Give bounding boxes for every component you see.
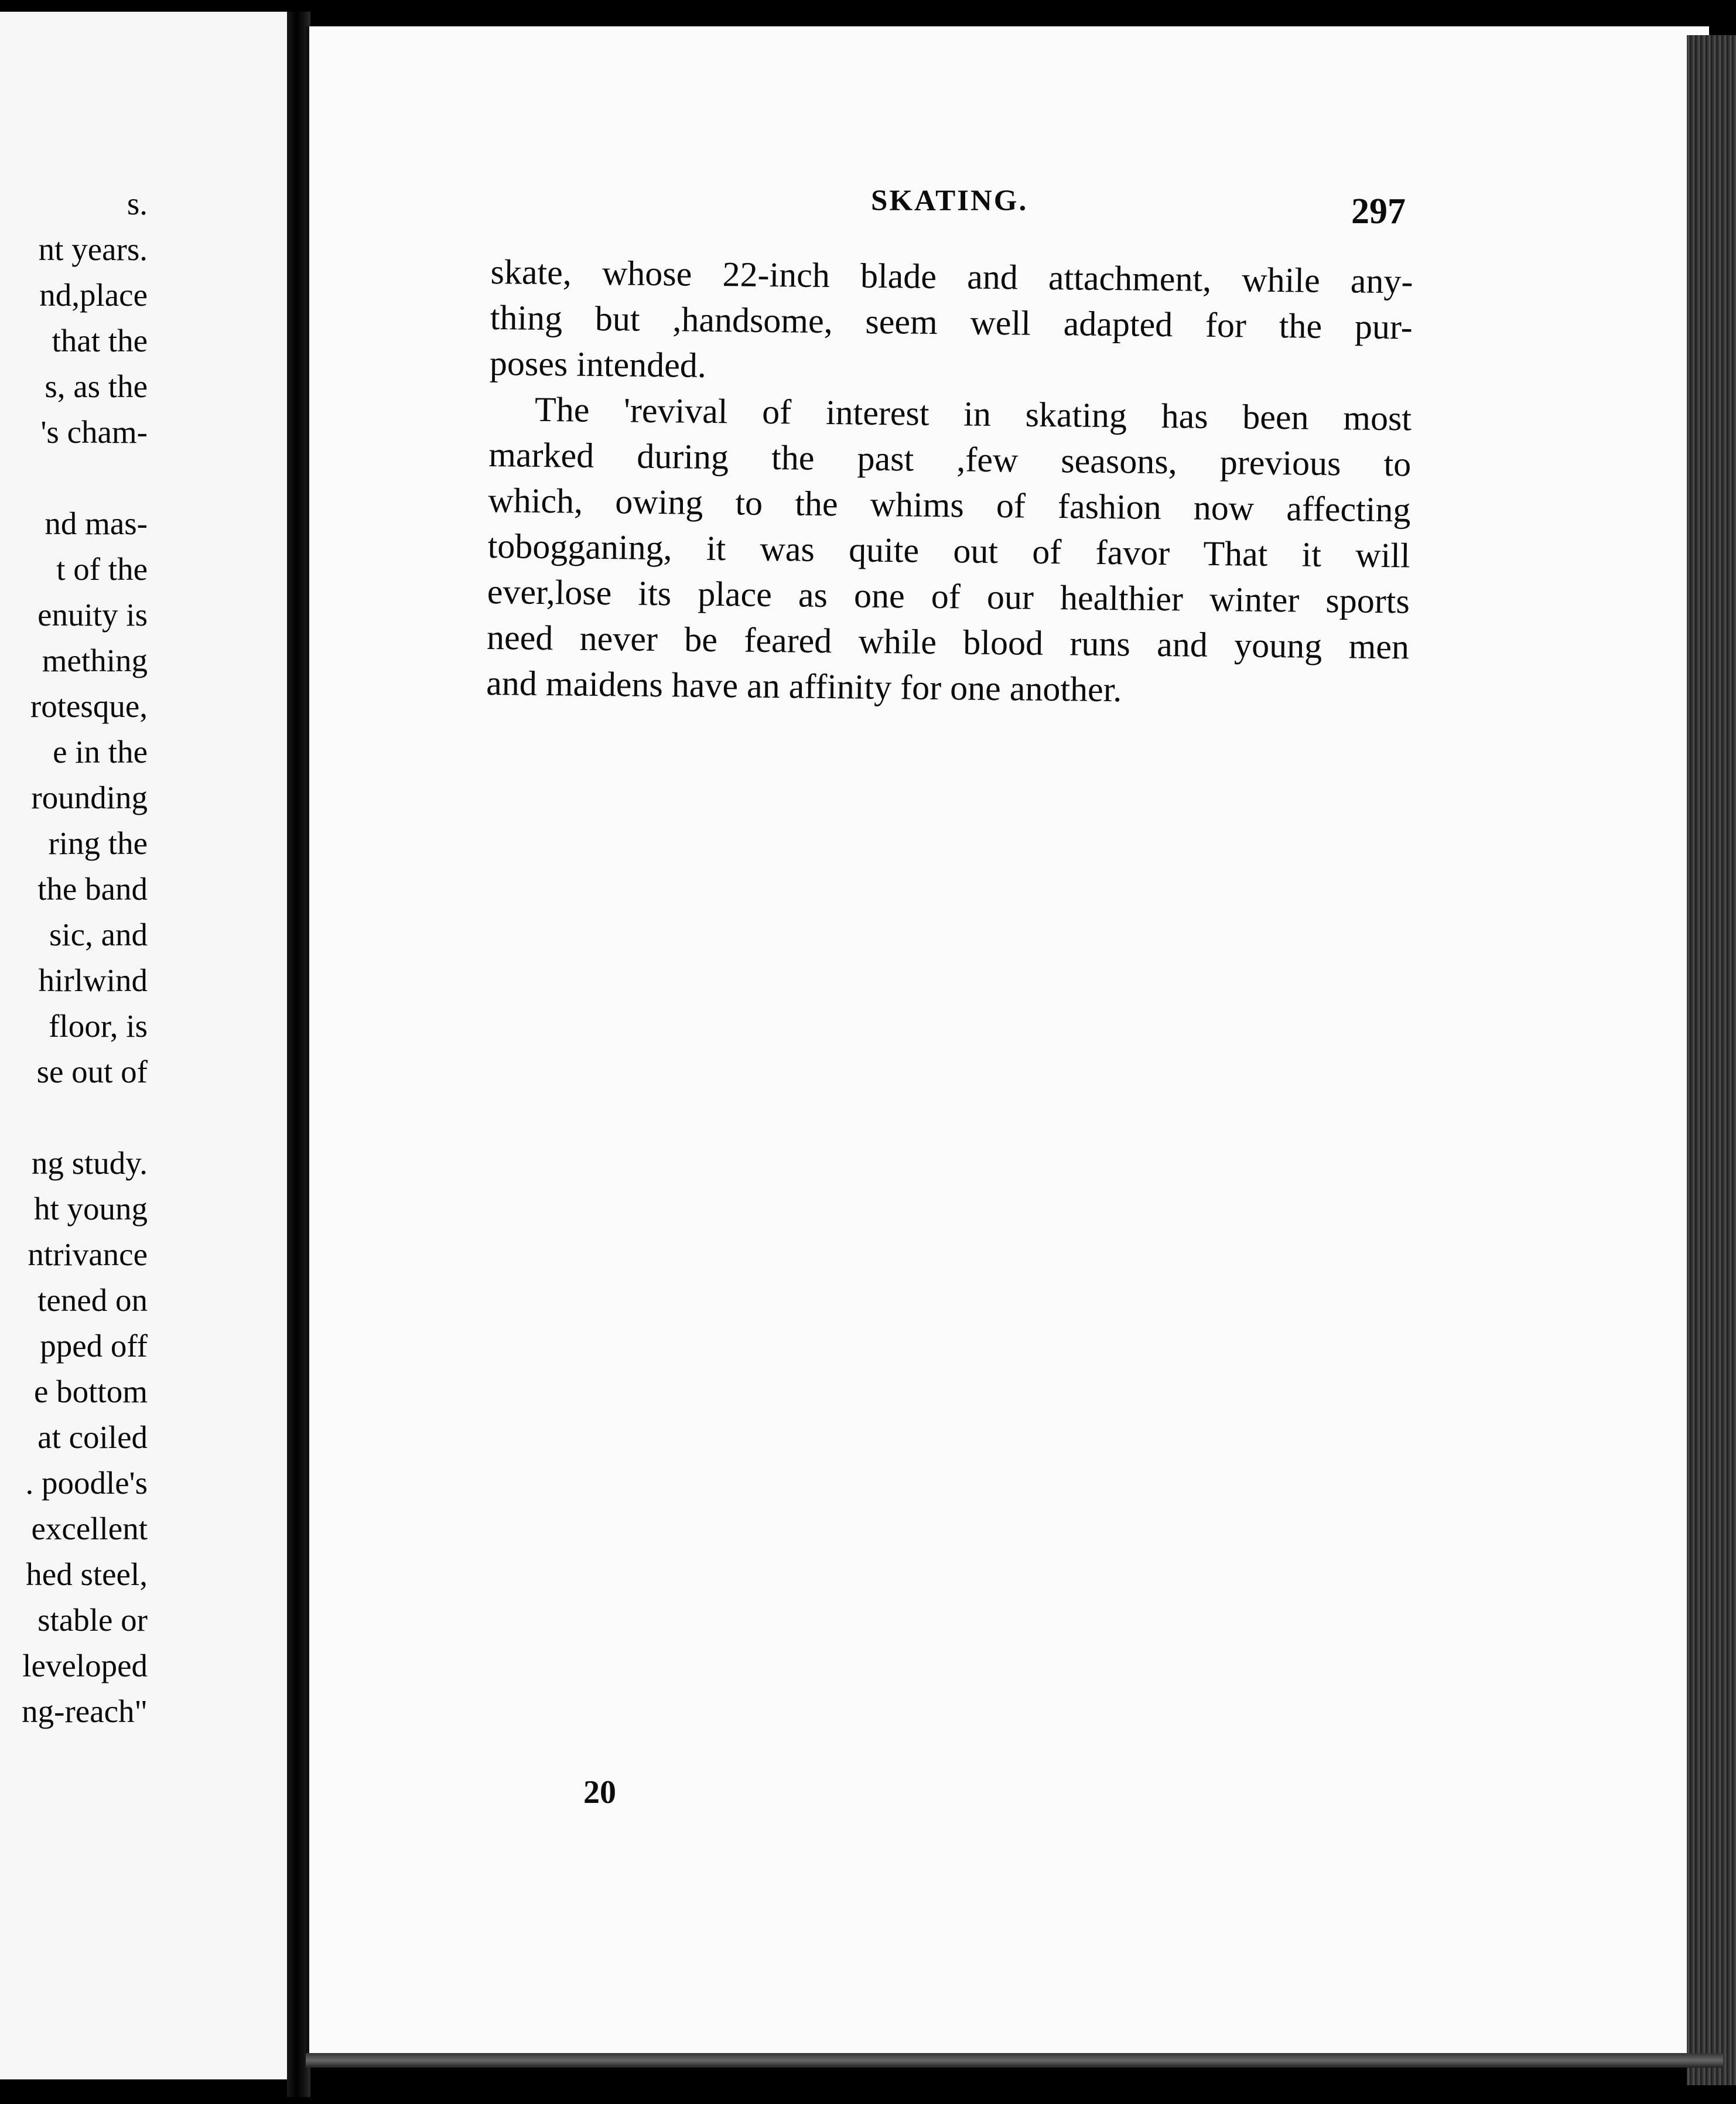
previous-page-line: at coiled (37, 1419, 148, 1455)
text-line: ever,lose its place as one of our healthier winter sports (487, 572, 1410, 621)
paragraph-1 (490, 249, 1413, 395)
previous-page-line: t of the (56, 551, 148, 587)
previous-page-line: 's cham- (40, 414, 148, 450)
text-line: thing but ,handsome, seem well adapted for the pur- (490, 298, 1413, 347)
previous-page-line: nt years. (38, 231, 148, 267)
previous-page-line: s. (127, 186, 148, 221)
text-line: and maidens have an affinity for one another. (486, 663, 1122, 709)
text-line: tobogganing, it was quite out of favor That it will (487, 526, 1410, 575)
previous-page-line: rounding (31, 780, 148, 815)
previous-page-line: hed steel, (26, 1556, 148, 1592)
previous-page-line: rotesque, (30, 688, 148, 724)
text-line: need never be feared while blood runs and young men (486, 617, 1410, 667)
previous-page-line: that the (52, 323, 148, 358)
previous-page-line: floor, is (49, 1008, 148, 1044)
text-line: which, owing to the whims of fashion now affecting (488, 480, 1411, 530)
text-line: skate, whose 22-inch blade and attachment, while any- (490, 252, 1413, 301)
previous-page-line: pped off (40, 1328, 148, 1364)
previous-page-line: sic, and (49, 917, 148, 952)
page-number: 297 (1351, 192, 1406, 231)
previous-page-line: se out of (36, 1054, 148, 1089)
previous-page-line: nd,place (39, 277, 148, 313)
previous-page-line: e in the (53, 734, 148, 770)
previous-page-line: hirlwind (38, 962, 148, 998)
signature-mark: 20 (583, 1774, 616, 1811)
previous-page-line: nd mas- (45, 505, 148, 541)
previous-page-line: leveloped (22, 1648, 148, 1683)
previous-page-line: . poodle's (25, 1465, 148, 1501)
page-edges (1687, 35, 1736, 2085)
text-line: The 'revival of interest in skating has been most (534, 390, 1412, 438)
bottom-page-edge (306, 2053, 1723, 2068)
previous-page-line: ht young (33, 1191, 148, 1227)
previous-page-line: stable or (37, 1602, 148, 1638)
previous-page-line: s, as the (45, 368, 148, 404)
previous-page-line: ng-reach" (22, 1693, 148, 1729)
previous-page-line: e bottom (33, 1374, 148, 1409)
previous-page-line: ng study. (31, 1145, 148, 1181)
previous-page-line: tened on (37, 1282, 148, 1318)
previous-page-line: ntrivance (28, 1237, 148, 1272)
body-text (486, 249, 1413, 715)
running-head: SKATING. (871, 185, 1028, 217)
previous-page-line: mething (42, 643, 148, 678)
previous-page-fragment (0, 12, 293, 2079)
previous-page-line: the band (37, 871, 148, 907)
previous-page-line: enuity is (37, 597, 148, 633)
previous-page-line: excellent (31, 1511, 148, 1546)
previous-page-line: ring the (48, 825, 148, 861)
paragraph-2 (486, 386, 1412, 715)
text-line: marked during the past ,few seasons, previous to (488, 435, 1412, 484)
text-line: poses intended. (489, 343, 707, 385)
